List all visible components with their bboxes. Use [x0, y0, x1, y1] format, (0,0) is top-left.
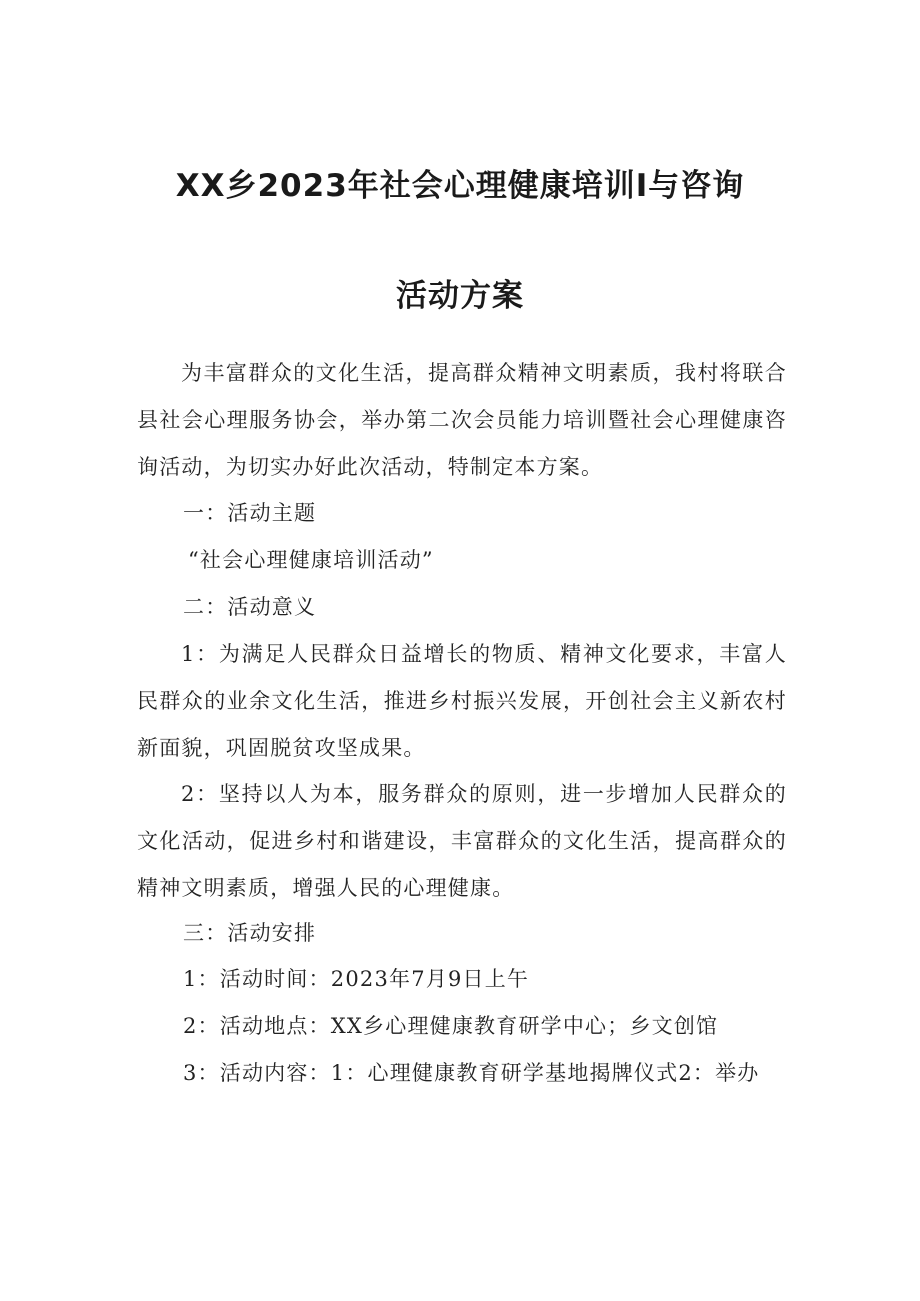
section-3-item-2: 2：活动地点：XX乡心理健康教育研学中心；乡文创馆	[183, 1014, 719, 1038]
document-title-line-2: 活动方案	[396, 278, 524, 314]
section-3-heading: 三：活动安排	[183, 921, 317, 945]
section-3-item-3: 3：活动内容：1：心理健康教育研学基地揭牌仪式2：举办	[183, 1061, 760, 1085]
section-1-theme: “社会心理健康培训活动”	[188, 548, 434, 572]
document-title-line-1: XX乡2023年社会心理健康培训I与咨询	[175, 168, 745, 204]
section-2-item-2: 2：坚持以人为本，服务群众的原则，进一步增加人民群众的文化活动，促进乡村和谐建设，丰富群众的文化生活，提高群众的精神文明素质，增强人民的心理健康。	[137, 782, 787, 900]
section-1-heading: 一：活动主题	[183, 501, 317, 525]
section-2-heading: 二：活动意义	[183, 595, 317, 619]
section-3-item-1: 1：活动时间：2023年7月9日上午	[183, 967, 530, 991]
intro-paragraph: 为丰富群众的文化生活，提高群众精神文明素质，我村将联合县社会心理服务协会，举办第二次会员能力培训暨社会心理健康咨询活动，为切实办好此次活动，特制定本方案。	[137, 361, 787, 479]
section-2-item-1: 1：为满足人民群众日益增长的物质、精神文化要求，丰富人民群众的业余文化生活，推进乡村振兴发展，开创社会主义新农村新面貌，巩固脱贫攻坚成果。	[137, 642, 787, 760]
